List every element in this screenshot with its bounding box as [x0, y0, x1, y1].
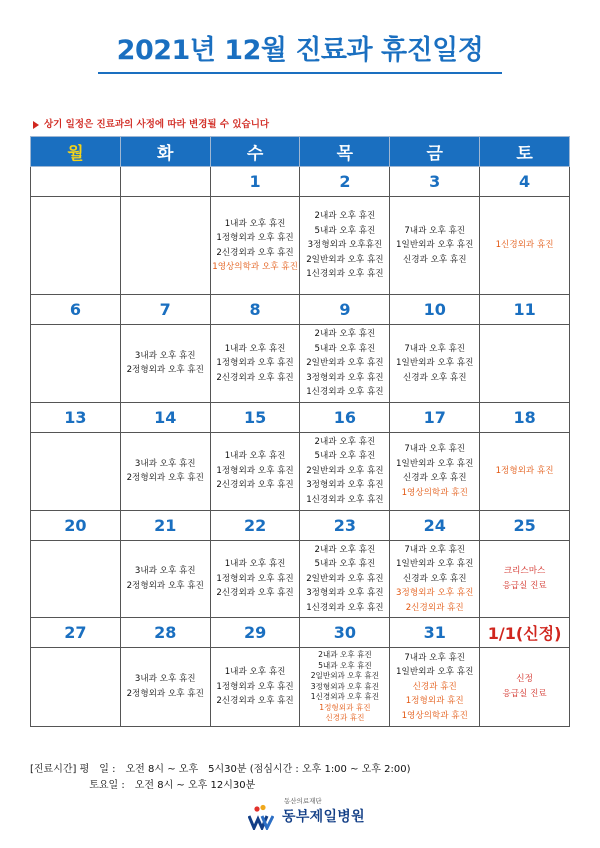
date-cell: 20	[31, 510, 121, 540]
closure-entry: 응급실 진료	[502, 580, 547, 591]
schedule-cell	[300, 197, 390, 295]
schedule-cell	[31, 325, 121, 403]
closure-entry: 2내과 오후 휴진	[314, 211, 376, 222]
closure-entry: 신경과 휴진	[412, 681, 457, 692]
closure-entry: 3정형외과 오후 휴진	[396, 588, 474, 598]
closure-entry: 1일반외과 오후 휴진	[396, 458, 474, 469]
date-cell: 17	[390, 402, 480, 432]
date-cell: 22	[210, 510, 300, 540]
date-cell: 7	[120, 295, 210, 325]
schedule-row	[31, 540, 570, 618]
schedule-cell	[120, 197, 210, 295]
date-cell: 15	[210, 402, 300, 432]
schedule-cell	[31, 540, 121, 618]
date-cell: 10	[390, 295, 480, 325]
schedule-cell	[480, 540, 570, 618]
date-cell: 27	[31, 618, 121, 648]
date-cell: 30	[300, 618, 390, 648]
closure-entry: 3정형외과 오후 휴진	[306, 480, 384, 491]
closure-entry: 1신경외과 휴진	[495, 240, 554, 251]
date-cell: 23	[300, 510, 390, 540]
closure-entry: 2내과 오후 휴진	[318, 650, 372, 659]
closure-entry: 1정형외과 오후 휴진	[216, 681, 294, 692]
closure-entry: 2정형외과 오후 휴진	[126, 580, 204, 591]
schedule-row	[31, 648, 570, 727]
closure-entry: 1일반외과 오후 휴진	[396, 559, 474, 569]
closure-entry: 1내과 오후 휴진	[224, 451, 286, 462]
title-underline	[98, 72, 502, 74]
closure-entry: 2정형외과 오후 휴진	[126, 473, 204, 483]
closure-entry: 5내과 오후 휴진	[314, 559, 376, 569]
schedule-cell	[31, 432, 121, 510]
schedule-cell	[390, 648, 480, 727]
closure-entry: 1내과 오후 휴진	[224, 559, 286, 569]
closure-entry: 신경과 오후 휴진	[402, 473, 467, 483]
schedule-cell	[120, 432, 210, 510]
date-cell	[120, 167, 210, 197]
date-cell: 4	[480, 167, 570, 197]
date-cell: 9	[300, 295, 390, 325]
clinic-hours	[30, 762, 411, 794]
logo-subtitle: 동산의료재단	[284, 797, 322, 805]
closure-entry: 3정형외과 오후 휴진	[310, 681, 380, 691]
closure-entry: 7내과 오후 휴진	[404, 343, 466, 354]
weekday-header: 수	[210, 137, 300, 167]
schedule-cell	[120, 648, 210, 727]
date-cell: 21	[120, 510, 210, 540]
hospital-logo-icon	[248, 804, 274, 830]
closure-entry: 1정형외과 휴진	[495, 465, 554, 476]
schedule-cell	[390, 197, 480, 295]
closure-entry: 2내과 오후 휴진	[314, 544, 376, 555]
closure-entry: 5내과 오후 휴진	[314, 343, 376, 354]
closure-entry: 신경과 오후 휴진	[402, 573, 467, 584]
closure-entry: 2일반외과 오후 휴진	[306, 254, 384, 265]
closure-entry: 1신경외과 오후 휴진	[306, 387, 384, 397]
date-cell: 25	[480, 510, 570, 540]
schedule-cell	[300, 325, 390, 403]
date-cell: 31	[390, 618, 480, 648]
closure-entry: 1신경외과 오후 휴진	[306, 269, 384, 280]
closure-entry: 7내과 오후 휴진	[404, 544, 466, 555]
closure-entry: 2정형외과 오후 휴진	[126, 688, 204, 699]
schedule-cell	[480, 325, 570, 403]
closure-entry: 2신경외과 오후 휴진	[216, 247, 294, 258]
schedule-cell	[300, 432, 390, 510]
closure-entry: 2내과 오후 휴진	[314, 436, 376, 447]
date-cell: 28	[120, 618, 210, 648]
date-cell: 29	[210, 618, 300, 648]
closure-entry: 1일반외과 오후 휴진	[396, 667, 474, 677]
closure-entry: 1영상의학과 휴진	[401, 487, 468, 498]
triangle-icon	[33, 121, 39, 129]
date-row	[31, 402, 570, 432]
date-cell: 13	[31, 402, 121, 432]
saturday-label: 토요일	[89, 780, 119, 791]
weekday-value: : 오전 8시 ~ 오후 5시30분 (점심시간 : 오후 1:00 ~ 오후 2:00)	[112, 764, 411, 775]
closure-entry: 신경과 오후 휴진	[402, 372, 467, 383]
closure-entry: 크리스마스	[503, 566, 546, 577]
date-cell: 3	[390, 167, 480, 197]
schedule-cell	[120, 325, 210, 403]
schedule-cell	[300, 540, 390, 618]
closure-entry: 1일반외과 오후 휴진	[396, 240, 474, 251]
date-cell: 2	[300, 167, 390, 197]
closure-entry: 1신경외과 오후 휴진	[306, 602, 384, 613]
schedule-cell	[390, 540, 480, 618]
schedule-cell	[210, 325, 300, 403]
hours-label: [진료시간]	[30, 764, 77, 775]
date-cell: 1/1(신정)	[480, 618, 570, 648]
closure-entry: 1정형외과 휴진	[405, 696, 464, 706]
closure-entry: 1영상의학과 오후 휴진	[212, 262, 298, 272]
date-cell: 8	[210, 295, 300, 325]
closure-entry: 7내과 오후 휴진	[404, 225, 466, 236]
closure-entry: 1영상의학과 휴진	[401, 710, 468, 721]
closure-entry: 3내과 오후 휴진	[134, 458, 196, 469]
schedule-cell	[480, 197, 570, 295]
schedule-cell	[31, 648, 121, 727]
schedule-cell	[31, 197, 121, 295]
closure-entry: 1신경외과 오후 휴진	[306, 494, 384, 505]
date-cell: 11	[480, 295, 570, 325]
schedule-cell	[210, 648, 300, 727]
weekday-label: 평 일	[79, 764, 109, 775]
weekday-header: 토	[480, 137, 570, 167]
date-cell	[31, 167, 121, 197]
closure-entry: 2신경외과 오후 휴진	[216, 696, 294, 706]
schedule-row	[31, 325, 570, 403]
logo-name: 동부제일병원	[282, 809, 365, 825]
date-cell: 24	[390, 510, 480, 540]
closure-entry: 1정형외과 오후 휴진	[216, 233, 294, 243]
closure-entry: 1정형외과 오후 휴진	[216, 465, 294, 476]
date-row	[31, 167, 570, 197]
schedule-cell	[120, 540, 210, 618]
schedule-row	[31, 432, 570, 510]
closure-entry: 2일반외과 오후 휴진	[306, 358, 384, 368]
schedule-cell	[210, 197, 300, 295]
date-cell: 18	[480, 402, 570, 432]
closure-entry: 3정형외과 오후 휴진	[306, 372, 384, 383]
closure-entry: 5내과 오후 휴진	[314, 225, 376, 236]
closure-entry: 2신경외과 오후 휴진	[216, 480, 294, 491]
closure-entry: 3정형외과 오후 휴진	[306, 588, 384, 598]
weekday-header: 금	[390, 137, 480, 167]
schedule-cell	[300, 648, 390, 727]
date-row	[31, 510, 570, 540]
closure-entry: 2신경외과 오후 휴진	[216, 372, 294, 383]
closure-entry: 5내과 오후 휴진	[318, 660, 372, 670]
closure-entry: 1신경외과 오후 휴진	[310, 692, 380, 701]
schedule-cell	[210, 432, 300, 510]
closure-entry: 7내과 오후 휴진	[404, 444, 466, 454]
closure-entry: 2일반외과 오후 휴진	[306, 573, 384, 584]
date-cell: 16	[300, 402, 390, 432]
closure-entry: 응급실 진료	[502, 688, 547, 699]
weekday-header: 월	[31, 137, 121, 167]
date-row	[31, 618, 570, 648]
date-row	[31, 295, 570, 325]
closure-entry: 2정형외과 오후 휴진	[126, 365, 204, 376]
notice-text: 상기 일정은 진료과의 사정에 따라 변경될 수 있습니다	[44, 119, 270, 130]
hospital-logo	[248, 796, 368, 832]
schedule-cell	[480, 648, 570, 727]
weekday-hours	[30, 762, 411, 778]
date-cell: 14	[120, 402, 210, 432]
closure-entry: 1내과 오후 휴진	[224, 667, 286, 677]
schedule-cell	[390, 325, 480, 403]
closure-entry: 1정형외과 오후 휴진	[216, 573, 294, 584]
date-cell: 6	[31, 295, 121, 325]
closure-entry: 1정형외과 휴진	[319, 702, 371, 712]
closure-entry: 2내과 오후 휴진	[314, 329, 376, 339]
closure-entry: 3내과 오후 휴진	[134, 566, 196, 577]
schedule-cell	[480, 432, 570, 510]
schedule-row	[31, 197, 570, 295]
closure-entry: 1내과 오후 휴진	[224, 218, 286, 229]
page-title: 2021년 12월 진료과 휴진일정	[116, 35, 484, 66]
closure-entry: 1내과 오후 휴진	[224, 343, 286, 354]
closure-entry: 2일반외과 오후 휴진	[306, 465, 384, 476]
schedule-cell	[210, 540, 300, 618]
weekday-header-row	[31, 137, 570, 167]
weekday-header: 화	[120, 137, 210, 167]
closure-entry: 3정형외과 오후휴진	[307, 240, 383, 251]
closure-entry: 3내과 오후 휴진	[134, 350, 196, 361]
schedule-cell	[390, 432, 480, 510]
closure-entry: 신정	[516, 674, 533, 685]
closure-entry: 신경과 오후 휴진	[402, 254, 467, 265]
saturday-value: : 오전 8시 ~ 오후 12시30분	[121, 780, 256, 791]
closure-entry: 1일반외과 오후 휴진	[396, 358, 474, 368]
closure-entry: 3내과 오후 휴진	[134, 674, 196, 685]
date-cell: 1	[210, 167, 300, 197]
weekday-header: 목	[300, 137, 390, 167]
saturday-hours	[30, 778, 411, 794]
closure-entry: 2일반외과 오후 휴진	[310, 671, 380, 680]
closure-entry: 2신경외과 휴진	[405, 602, 464, 613]
closure-entry: 신경과 휴진	[325, 713, 365, 722]
closure-entry: 7내과 오후 휴진	[404, 652, 466, 663]
notice	[33, 116, 269, 130]
closure-entry: 2신경외과 오후 휴진	[216, 588, 294, 598]
closure-entry: 1정형외과 오후 휴진	[216, 358, 294, 368]
closure-entry: 5내과 오후 휴진	[314, 451, 376, 462]
schedule-calendar	[30, 136, 570, 727]
